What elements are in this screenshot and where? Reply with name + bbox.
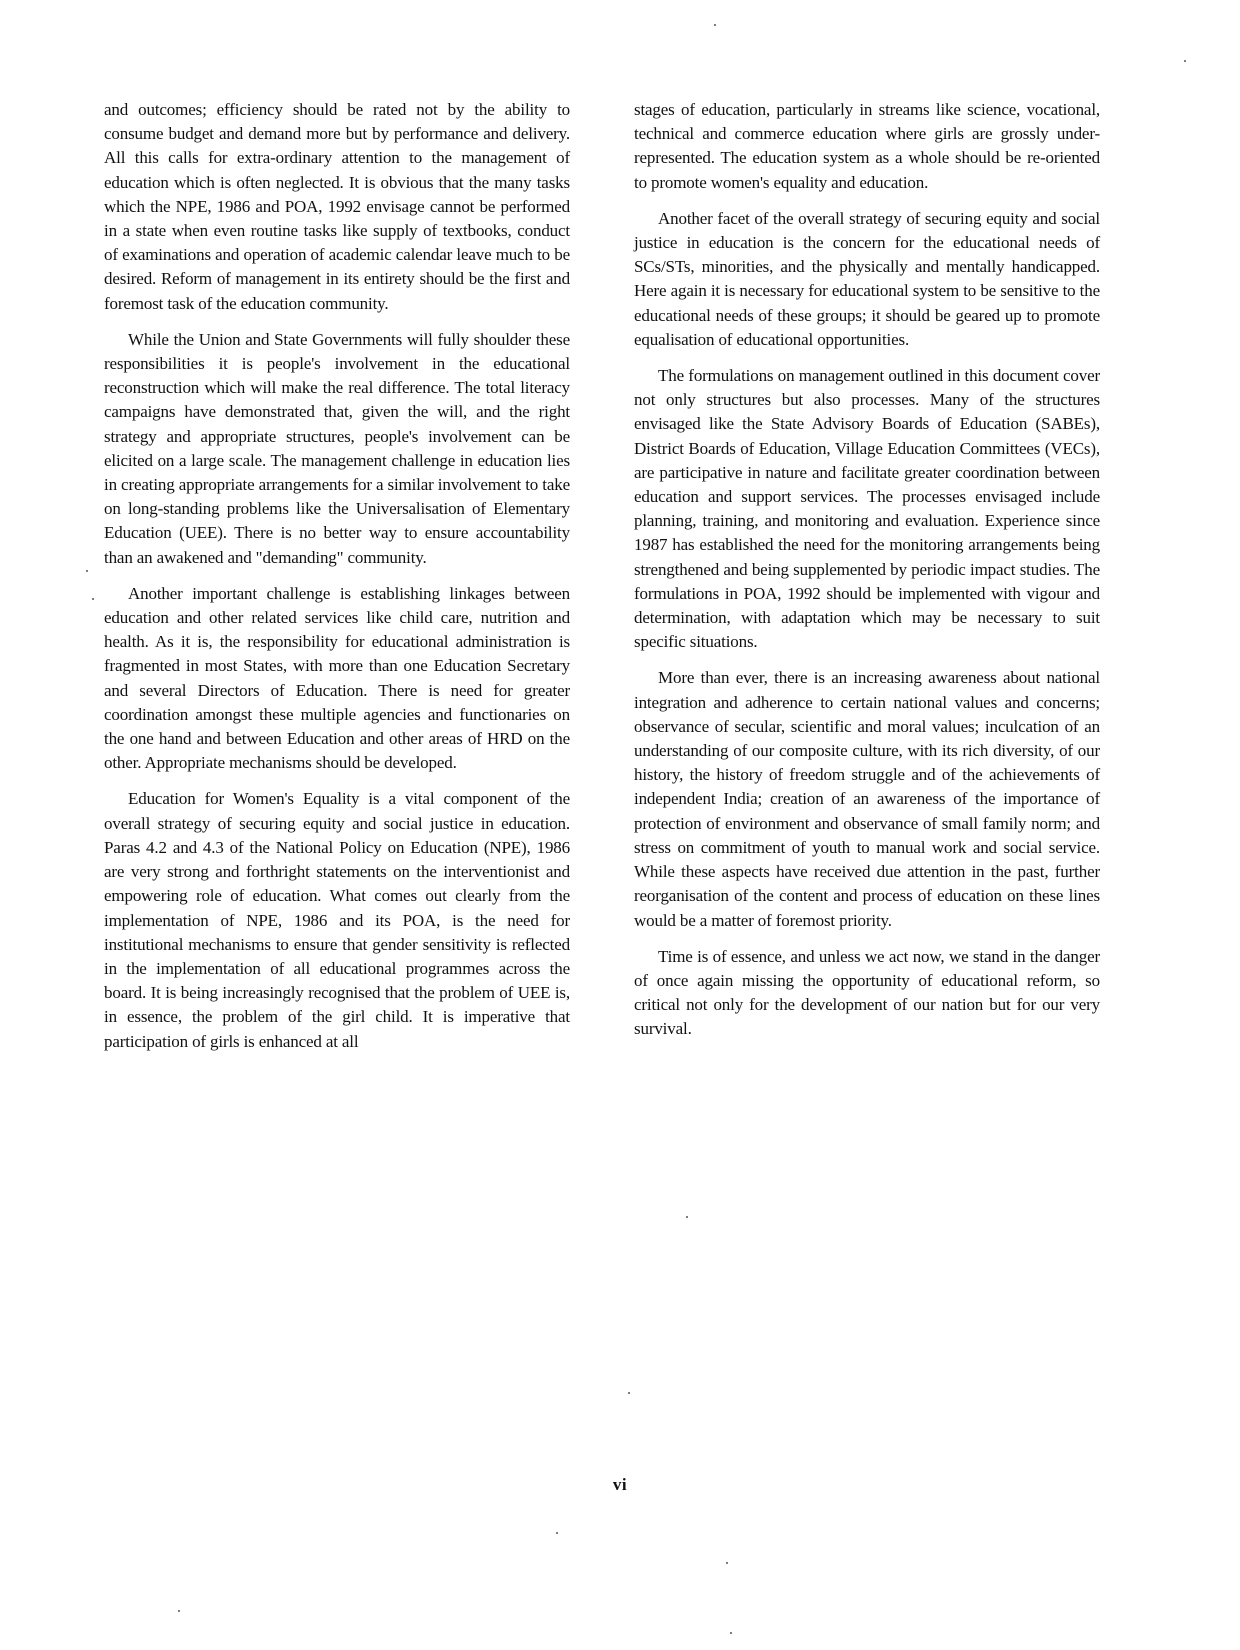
- scan-speck: [1184, 60, 1186, 62]
- paragraph-linkages-challenge: Another important challenge is establishing linkages between education and other related services like child care, nutrition and health. As it is, the responsibility for educational administration is fragmented in most States, with more than one Education Secretary and several Directors of Education. There is need for greater coordination amongst these multiple agencies and functionaries on the one hand and between Education and other areas of HRD on the other. Appropriate mechanisms should be developed.: [104, 583, 570, 773]
- scan-speck: [86, 570, 88, 572]
- paragraph-womens-equality: Education for Women's Equality is a vital component of the overall strategy of securing equity and social justice in education. Paras 4.2 and 4.3 of the National Policy on Education (NPE), 1986 are very strong and forthright statements on the interventionist and empowering role of education. What comes out clearly from the implementation of NPE, 1986 and its POA, is the need for institutional mechanisms to ensure that gender sensitivity is reflected in the implementation of all educational programmes across the board. It is being increasingly recognised that the problem of UEE is, in essence, the problem of the girl child. It is imperative that participation of girls is enhanced at all: [104, 789, 570, 1051]
- scan-speck: [686, 1216, 688, 1218]
- paragraph-peoples-involvement: While the Union and State Governments will fully shoulder these responsibilities it is people's involvement in the educational reconstruction which will make the real difference. The total literacy campaigns have demonstrated that, given the will, and the right strategy and appropriate structures, people's involvement can be elicited on a large scale. The management challenge in education lies in creating appropriate arrangements for a similar involvement to take on long-standing problems like the Universalisation of Elementary Education (UEE). There is no better way to ensure accountability than an awakened and "demanding" community.: [104, 329, 570, 567]
- paragraph-stages-of-education: stages of education, particularly in streams like science, vocational, technical and commerce education where girls are grossly under-represented. The education system as a whole should be re-oriented to promote women's equality and education.: [634, 100, 1100, 192]
- page-number: vi: [612, 1475, 628, 1494]
- paragraph-management-formulations: The formulations on management outlined in this document cover not only structures but also processes. Many of the structures envisaged like the State Advisory Boards of Education (SABEs), District Boards of Education, Village Education Committees (VECs), are participative in nature and facilitate greater coordination between education and support services. The processes envisaged include planning, training, and monitoring and evaluation. Experience since 1987 has established the need for the monitoring arrangements being strengthened and being supplemented by periodic impact studies. The formulations in POA, 1992 should be implemented with vigour and determination, with adaptation which may be necessary to suit specific situations.: [634, 366, 1100, 652]
- scan-speck: [556, 1532, 558, 1534]
- scan-speck: [730, 1632, 732, 1634]
- right-text-column: [634, 98, 1100, 1054]
- paragraph-time-of-essence: Time is of essence, and unless we act now, we stand in the danger of once again missing the opportunity of educational reform, so critical not only for the development of our nation but for our very survival.: [634, 946, 1100, 1039]
- scan-speck: [92, 598, 94, 600]
- paragraph-equity-social-justice: Another facet of the overall strategy of securing equity and social justice in education is the concern for the educational needs of SCs/STs, minorities, and the physically and mentally handicapped. Here again it is necessary for educational system to be sensitive to the educational needs of these groups; it should be geared up to promote equalisation of educational opportunities.: [634, 208, 1100, 349]
- scan-speck: [628, 1392, 630, 1394]
- scan-speck: [714, 24, 716, 26]
- left-text-column: [104, 98, 570, 1066]
- paragraph-national-integration: More than ever, there is an increasing awareness about national integration and adherence to certain national values and concerns; observance of secular, scientific and moral values; inculcation of an understanding of our composite culture, with its rich diversity, of our history, the history of freedom struggle and of the achievements of independent India; creation of an awareness of the importance of protection of environment and observance of small family norm; and stress on commitment of youth to manual work and social service. While these aspects have received due attention in the past, further reorganisation of the content and process of education on these lines would be a matter of foremost priority.: [634, 668, 1100, 930]
- paragraph-management-outcomes: and outcomes; efficiency should be rated not by the ability to consume budget and demand more but by performance and delivery. All this calls for extra-ordinary attention to the management of education which is often neglected. It is obvious that the many tasks which the NPE, 1986 and POA, 1992 envisage cannot be performed in a state when even routine tasks like supply of textbooks, conduct of examinations and operation of academic calendar leave much to be desired. Reform of management in its entirety should be the first and foremost task of the education community.: [104, 100, 570, 313]
- scan-speck: [726, 1562, 728, 1564]
- scan-speck: [178, 1610, 180, 1612]
